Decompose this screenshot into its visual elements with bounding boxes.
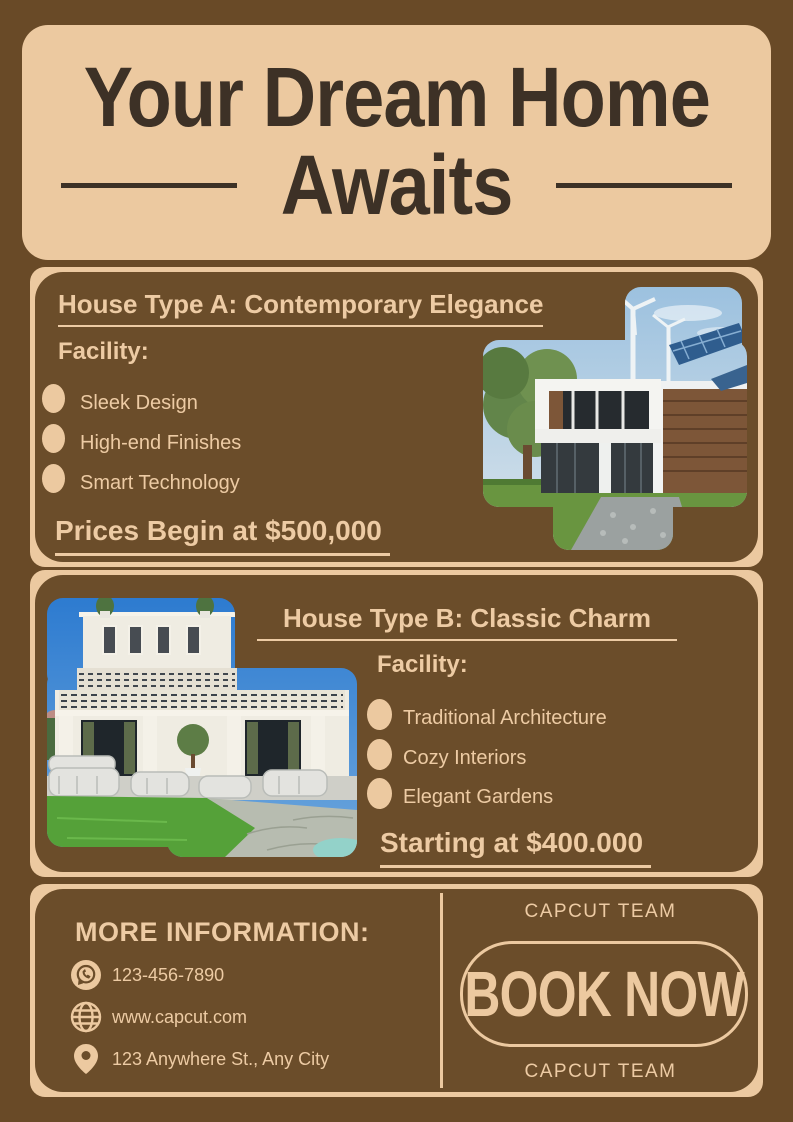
more-information-heading: MORE INFORMATION: <box>75 917 370 947</box>
team-label-bottom: CAPCUT TEAM <box>524 1061 677 1082</box>
section-a-facility-label: Facility: <box>58 338 149 365</box>
decorative-rule-right <box>556 183 732 188</box>
decorative-rule-left <box>61 183 237 188</box>
section-b-title: House Type B: Classic Charm <box>257 603 677 641</box>
phone-number: 123-456-7890 <box>112 964 225 985</box>
website-url: www.capcut.com <box>112 1006 248 1027</box>
section-b-facility-label: Facility: <box>377 651 468 678</box>
section-a-feature: High-end Finishes <box>80 432 242 454</box>
contact-row-phone <box>68 957 224 993</box>
bullet-icon <box>367 739 392 770</box>
whatsapp-icon <box>68 959 104 991</box>
book-now-label: BOOK NOW <box>464 958 744 1030</box>
poster-title-line1: Your Dream Home <box>83 50 710 144</box>
section-a-feature: Sleek Design <box>80 392 198 414</box>
header-panel <box>22 25 771 260</box>
footer-panel-body <box>35 889 758 1092</box>
bullet-icon <box>367 699 392 730</box>
bullet-icon <box>367 778 392 809</box>
section-b-feature: Traditional Architecture <box>403 707 607 729</box>
contact-row-address <box>68 1041 329 1077</box>
bullet-icon <box>42 384 65 413</box>
bullet-icon <box>42 464 65 493</box>
book-now-button[interactable] <box>460 941 748 1047</box>
bullet-icon <box>42 424 65 453</box>
house-type-a-card-body <box>35 272 758 562</box>
street-address: 123 Anywhere St., Any City <box>112 1048 330 1069</box>
house-type-b-card-body <box>35 575 758 872</box>
section-b-feature: Cozy Interiors <box>403 747 527 769</box>
contact-row-website <box>68 999 247 1035</box>
section-a-feature: Smart Technology <box>80 472 240 494</box>
globe-icon <box>68 1000 104 1034</box>
contemporary-house-photo <box>483 287 747 550</box>
poster-title-line2: Awaits <box>280 138 513 232</box>
section-b-price: Starting at $400.000 <box>380 827 651 868</box>
house-type-b-card <box>30 570 763 877</box>
section-b-feature: Elegant Gardens <box>403 786 554 808</box>
footer-panel <box>30 884 763 1097</box>
team-label-top: CAPCUT TEAM <box>524 901 677 922</box>
section-a-title: House Type A: Contemporary Elegance <box>58 289 543 327</box>
house-type-a-card <box>30 267 763 567</box>
location-pin-icon <box>68 1043 104 1075</box>
section-a-price: Prices Begin at $500,000 <box>55 515 390 556</box>
